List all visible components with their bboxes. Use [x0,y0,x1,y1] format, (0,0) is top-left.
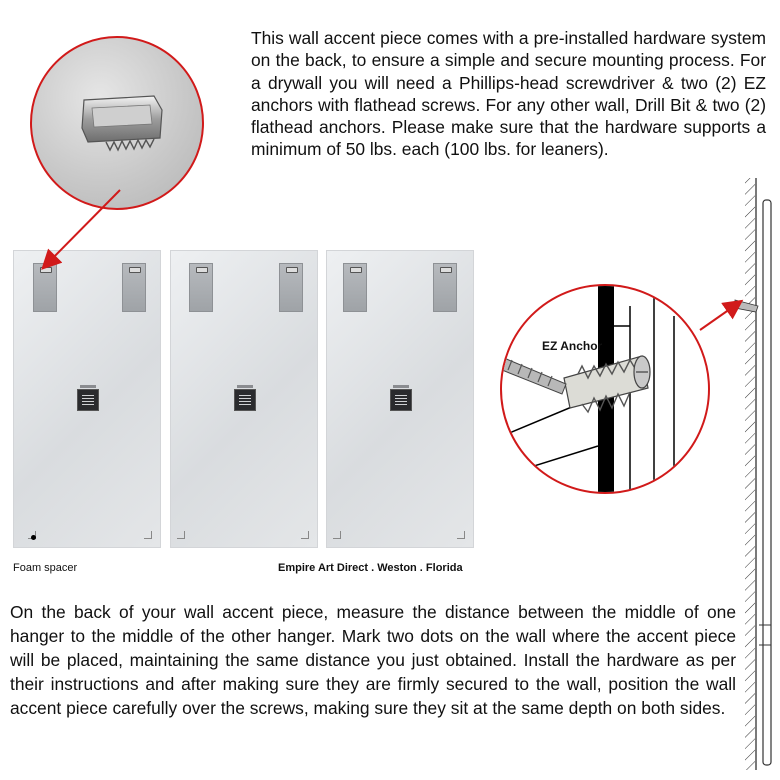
sawtooth-hanger-left [343,263,367,312]
sawtooth-hanger-right [279,263,303,312]
wall-anchor-mark [735,300,758,312]
back-panel-left [13,250,161,548]
back-panel-right [326,250,474,548]
foam-spacer [333,531,341,539]
anchor-zoom-callout [500,284,710,494]
foam-spacer [177,531,185,539]
sawtooth-hanger-left [189,263,213,312]
foam-spacer [301,531,309,539]
product-label [234,389,256,411]
back-panel-middle [170,250,318,548]
wall-hatch [745,178,755,770]
foam-spacer-marker [31,535,36,540]
sawtooth-hanger-right [433,263,457,312]
product-label [390,389,412,411]
product-label [77,389,99,411]
foam-spacer [144,531,152,539]
hanger-zoom-callout [30,36,204,210]
instructions-top: This wall accent piece comes with a pre-installed hardware system on the back, to ensure a simple and secure mounting process. For a drywall you will need a Phillips-head screwdriver & two (2) EZ anchors with flathead screws. For any other wall, Drill Bit & two (2) flathead anchors. Please make sure that the hardware supports a minimum of 50 lbs. each (100 lbs. for leaners). [251,28,766,160]
ez-anchor-icon [502,286,710,494]
sawtooth-hanger-right [122,263,146,312]
panel-side-view [763,200,771,765]
foam-spacer-caption: Foam spacer [13,562,78,574]
sawtooth-hanger-left [33,263,57,312]
foam-spacer [457,531,465,539]
ez-anchor-label: EZ Anchor [542,339,603,353]
company-caption: Empire Art Direct . Weston . Florida [278,562,463,574]
instructions-bottom: On the back of your wall accent piece, measure the distance between the middle of one hanger to the middle of the other hanger. Mark two dots on the wall where the accent piece will be placed, maintaining the same distance you just obtained. Install the hardware as per their instructions and after making sure they are firmly secured to the wall, position the wall accent piece carefully over the screws, making sure they sit at the same depth on both sides. [10,602,736,718]
anchor-callout-arrow [700,302,740,330]
sawtooth-hanger-icon [32,38,204,210]
